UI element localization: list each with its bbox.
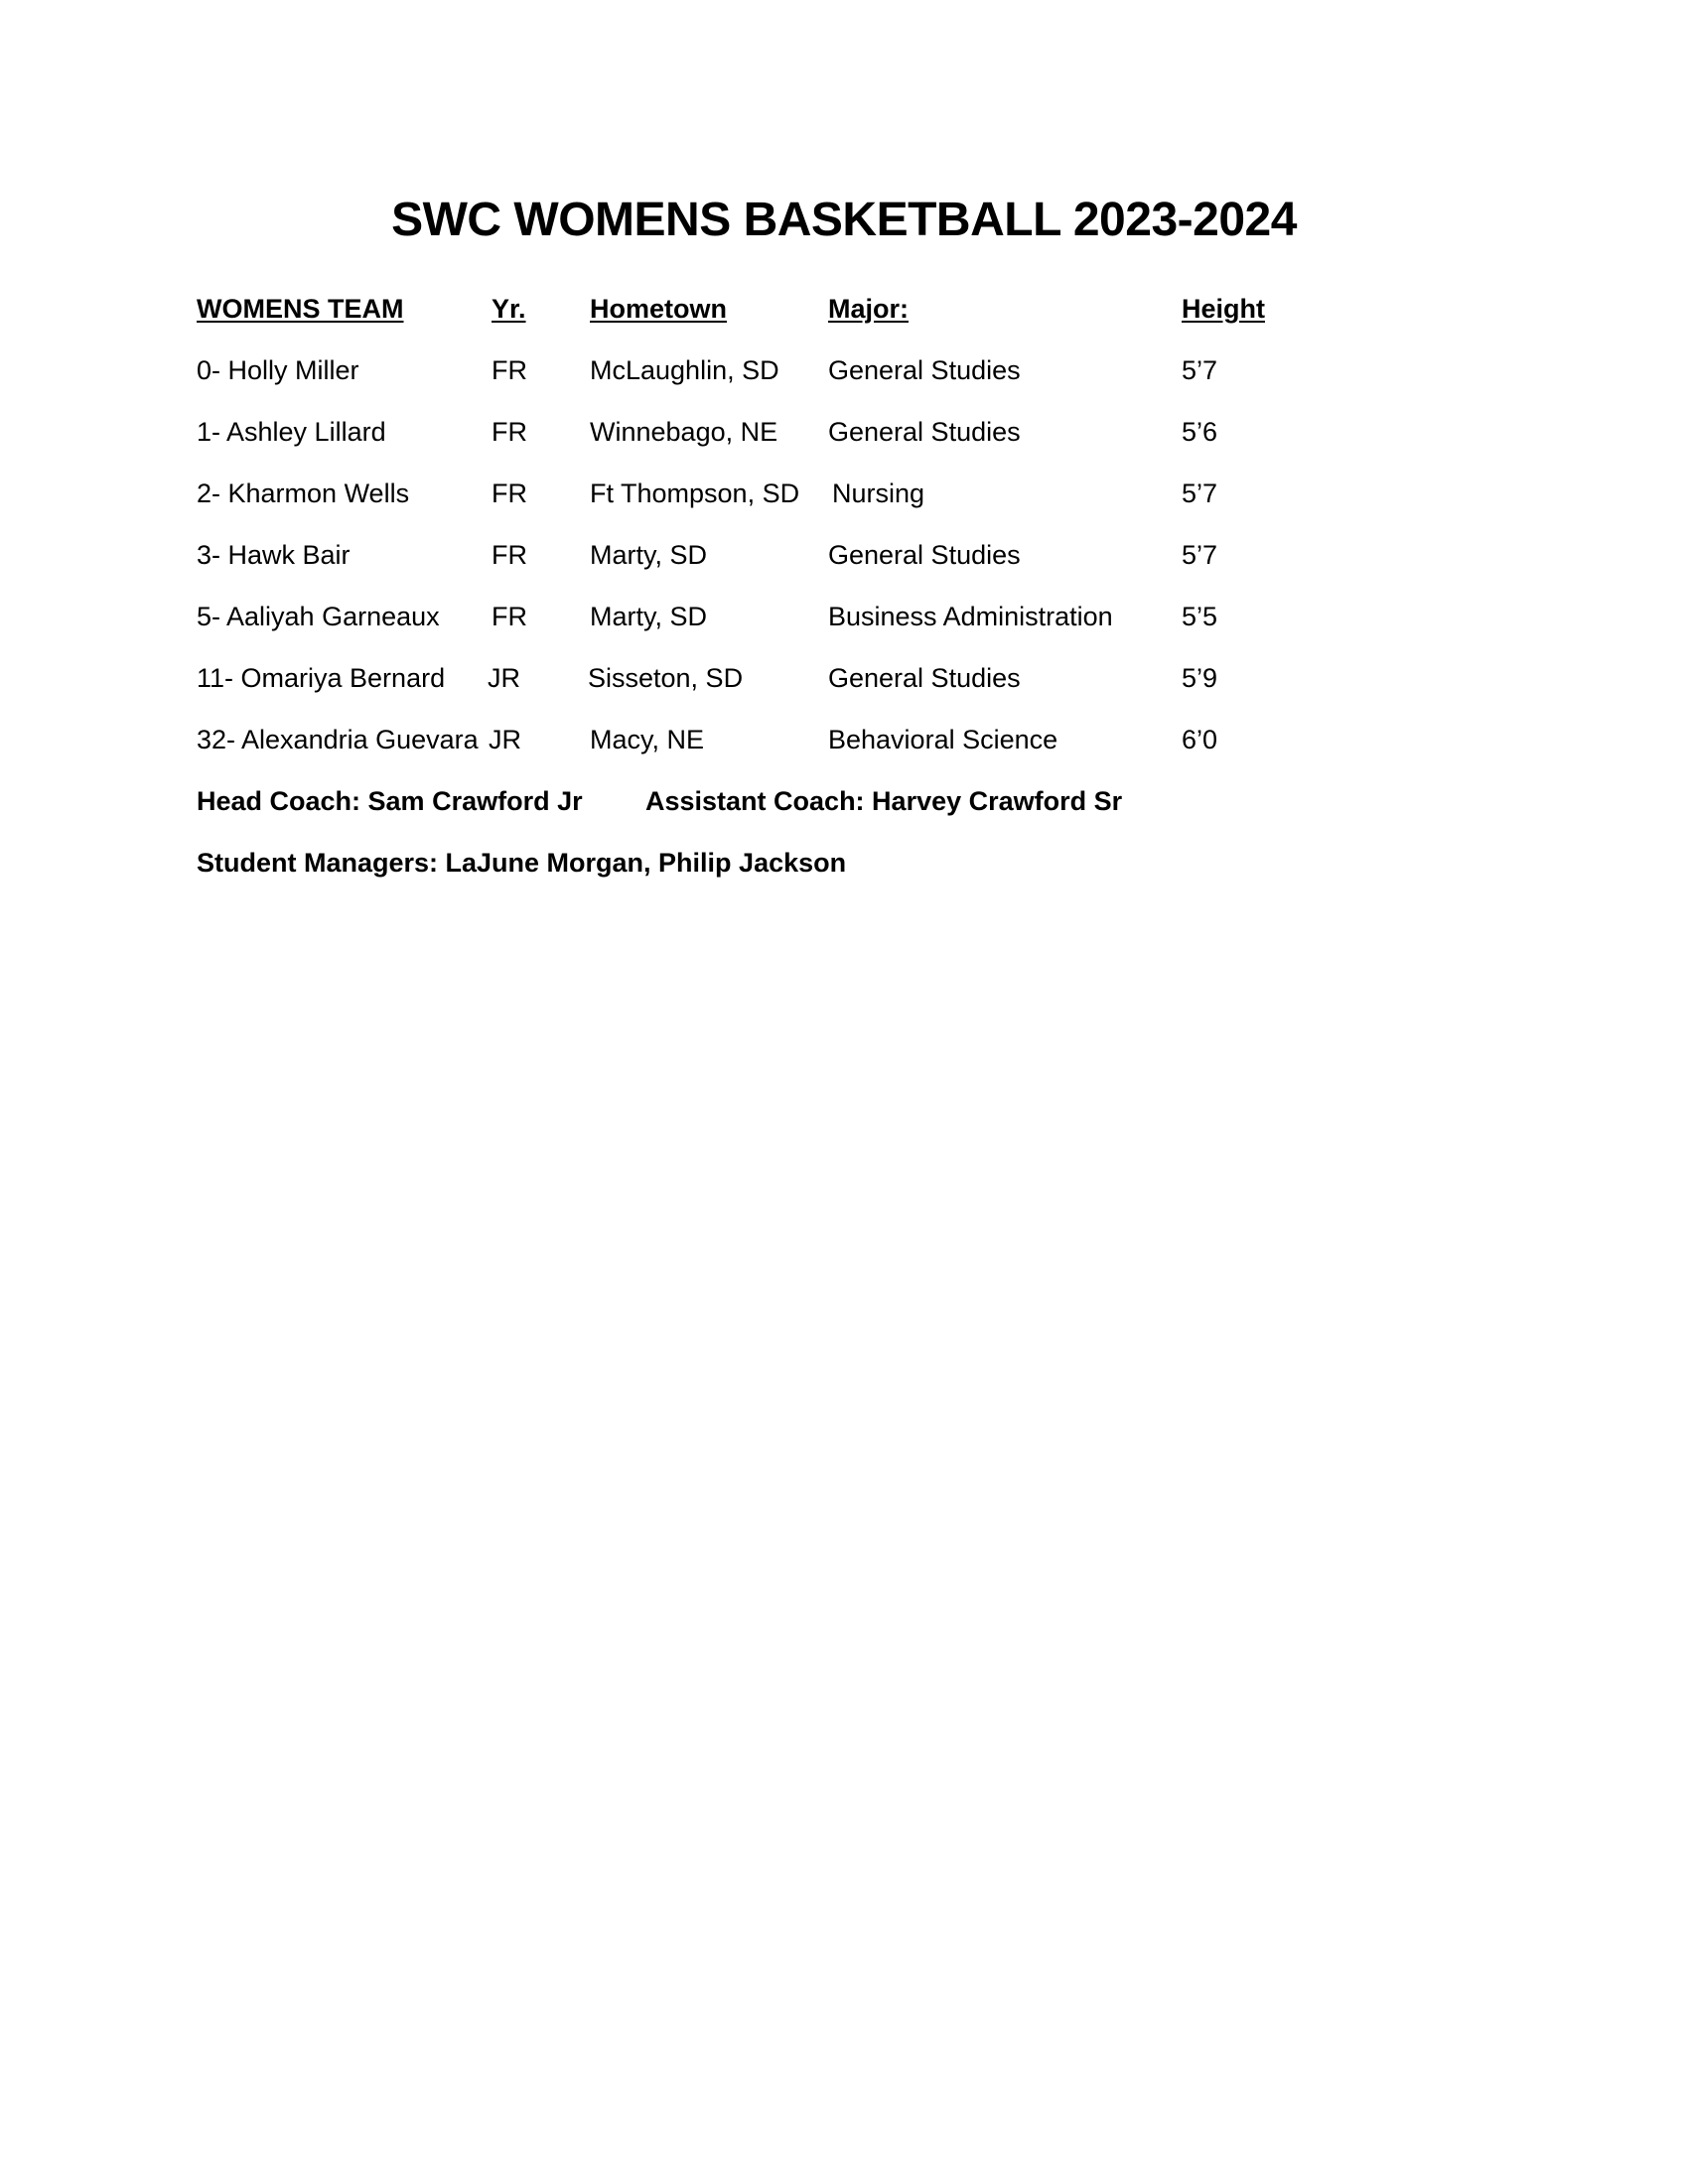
- table-row: [197, 475, 1388, 536]
- player-name: 2- Kharmon Wells: [197, 478, 410, 508]
- player-year: FR: [492, 478, 527, 508]
- player-hometown: Marty, SD: [590, 602, 708, 631]
- table-row: [197, 536, 1388, 598]
- player-year: FR: [492, 540, 527, 570]
- player-height: 5’9: [1182, 663, 1218, 693]
- table-row: [197, 351, 1388, 413]
- table-row: [197, 721, 1388, 782]
- player-year: JR: [489, 725, 521, 754]
- player-hometown: Sisseton, SD: [588, 663, 744, 693]
- assistant-coach: Assistant Coach: Harvey Crawford Sr: [645, 786, 1123, 816]
- table-header-row: [197, 290, 1388, 351]
- roster-table: [197, 290, 1388, 782]
- player-year: JR: [488, 663, 520, 693]
- player-major: General Studies: [828, 417, 1021, 447]
- player-height: 5’7: [1182, 478, 1218, 508]
- table-row: [197, 413, 1388, 475]
- header-major: Major:: [828, 294, 909, 324]
- player-year: FR: [492, 355, 527, 385]
- table-row: [197, 598, 1388, 659]
- player-year: FR: [492, 602, 527, 631]
- player-major: General Studies: [828, 663, 1021, 693]
- player-major: General Studies: [828, 540, 1021, 570]
- player-height: 5’7: [1182, 355, 1218, 385]
- player-name: 1- Ashley Lillard: [197, 417, 386, 447]
- player-hometown: Ft Thompson, SD: [590, 478, 800, 508]
- player-hometown: Marty, SD: [590, 540, 708, 570]
- player-name: 5- Aaliyah Garneaux: [197, 602, 440, 631]
- player-name: 3- Hawk Bair: [197, 540, 351, 570]
- player-hometown: McLaughlin, SD: [590, 355, 779, 385]
- table-row: [197, 659, 1388, 721]
- header-height: Height: [1182, 294, 1265, 324]
- header-year: Yr.: [492, 294, 526, 324]
- player-major: Nursing: [832, 478, 925, 508]
- header-team: WOMENS TEAM: [197, 294, 404, 324]
- player-name: 32- Alexandria Guevara: [197, 725, 479, 754]
- player-name: 0- Holly Miller: [197, 355, 359, 385]
- player-hometown: Macy, NE: [590, 725, 705, 754]
- player-hometown: Winnebago, NE: [590, 417, 778, 447]
- coaches-line: [197, 782, 1190, 820]
- player-height: 5’7: [1182, 540, 1218, 570]
- player-major: General Studies: [828, 355, 1021, 385]
- player-height: 5’5: [1182, 602, 1218, 631]
- player-year: FR: [492, 417, 527, 447]
- header-hometown: Hometown: [590, 294, 727, 324]
- head-coach: Head Coach: Sam Crawford Jr: [197, 786, 583, 816]
- player-name: 11- Omariya Bernard: [197, 663, 446, 693]
- player-height: 5’6: [1182, 417, 1218, 447]
- player-major: Behavioral Science: [828, 725, 1058, 754]
- player-major: Business Administration: [828, 602, 1113, 631]
- page-title: SWC WOMENS BASKETBALL 2023-2024: [391, 194, 1297, 246]
- player-height: 6’0: [1182, 725, 1218, 754]
- student-managers: Student Managers: LaJune Morgan, Philip Jackson: [197, 848, 847, 878]
